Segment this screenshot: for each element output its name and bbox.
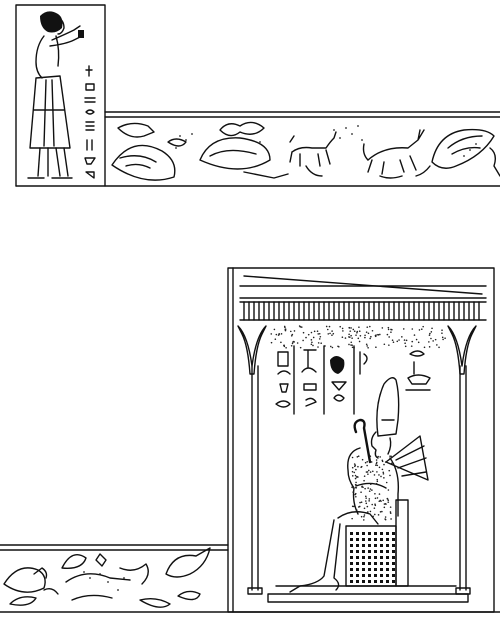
upper-frame [16, 5, 500, 186]
upper-register [16, 5, 500, 186]
bird-cluster-left [112, 123, 186, 180]
crook-scepter [355, 420, 370, 462]
antelope-left [290, 132, 336, 176]
lower-register [0, 268, 500, 612]
lower-frieze-birds [4, 548, 210, 607]
throne-pattern [350, 532, 395, 583]
white-crown [377, 378, 399, 436]
dais [268, 586, 468, 602]
seated-king-figure [268, 378, 468, 602]
right-column [448, 326, 476, 594]
canopy-stipple [270, 325, 445, 348]
hieroglyph-column [85, 66, 95, 178]
standing-official-figure [28, 11, 84, 178]
bird-cluster-center [200, 122, 288, 178]
canopy-cornice-ticks [244, 302, 479, 320]
goose-right [416, 130, 500, 176]
canopy-roof [240, 276, 486, 320]
antelope-right [364, 130, 425, 178]
hieroglyph-inscription [276, 346, 430, 414]
left-column [238, 326, 266, 594]
offering-procession [112, 122, 500, 180]
